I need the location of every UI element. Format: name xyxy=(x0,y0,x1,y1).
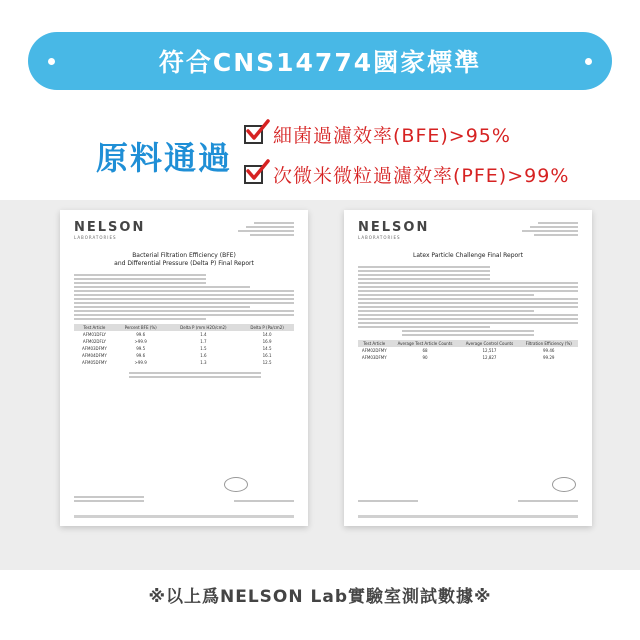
banner-dot-right xyxy=(585,58,592,65)
checkmark-icon xyxy=(244,165,263,184)
table-header: Average Test Article Counts xyxy=(391,340,460,347)
report-notes xyxy=(74,372,294,378)
signature-line xyxy=(74,494,144,504)
accreditation-seal-icon xyxy=(552,477,576,492)
table-row: AFM05DFMY >99.9 1.3 12.5 xyxy=(81,360,272,365)
report-body-text xyxy=(74,274,294,320)
signature-line xyxy=(358,498,418,504)
table-header: Test Article xyxy=(74,324,115,331)
table-header: Delta P (Pa/cm2) xyxy=(240,324,294,331)
table-header: Delta P (mm H2O/cm2) xyxy=(167,324,241,331)
headline: 原料通過 xyxy=(96,139,233,177)
table-header: Percent BFE (%) xyxy=(115,324,167,331)
table-header: Filtration Efficiency (%) xyxy=(519,340,578,347)
sponsor-block xyxy=(238,220,294,238)
checkmark-icon xyxy=(244,125,263,144)
results-table xyxy=(74,324,294,366)
banner-title: 符合CNS14774國家標準 xyxy=(158,48,482,77)
title-banner xyxy=(28,32,612,90)
report-footer xyxy=(358,515,578,518)
report-title: Latex Particle Challenge Final Report xyxy=(412,252,524,259)
banner-dot-left xyxy=(48,58,55,65)
check-item-pfe xyxy=(244,154,569,194)
sponsor-block xyxy=(522,220,578,238)
check-text-bfe: 細菌過濾效率(BFE)>95% xyxy=(273,124,511,147)
table-row: AFM03DFMY 99.5 1.5 14.5 xyxy=(81,346,272,351)
bfe-report-document xyxy=(60,210,308,526)
table-row: AFM04DFMY 99.6 1.6 16.1 xyxy=(81,353,272,358)
source-caption: ※以上爲NELSON Lab實驗室測試數據※ xyxy=(148,587,492,607)
pfe-report-document xyxy=(344,210,592,526)
table-header: Average Control Counts xyxy=(460,340,520,347)
table-row: AFM01DFLY 99.6 1.4 14.0 xyxy=(82,332,272,337)
nelson-logo: NELSON LABORATORIES xyxy=(74,220,146,240)
report-title: Bacterial Filtration Efficiency (BFE) and Differential Pressure (Delta P) Final Report xyxy=(114,252,254,267)
results-table xyxy=(358,340,578,361)
table-header: Test Article xyxy=(358,340,391,347)
nelson-logo: NELSON LABORATORIES xyxy=(358,220,430,240)
report-body-text xyxy=(358,266,578,336)
table-row: AFM02DFMY 68 12,517 99.46 xyxy=(361,348,555,353)
signature-line xyxy=(518,498,578,504)
report-footer xyxy=(74,515,294,518)
signature-line xyxy=(234,498,294,504)
table-row: AFM02DFLY >99.9 1.7 16.9 xyxy=(82,339,272,344)
check-text-pfe: 次微米微粒過濾效率(PFE)>99% xyxy=(273,164,570,187)
check-item-bfe xyxy=(244,114,569,154)
accreditation-seal-icon xyxy=(224,477,248,492)
check-list xyxy=(244,114,569,194)
table-row: AFM03DFMY 90 12,827 99.29 xyxy=(361,355,555,360)
